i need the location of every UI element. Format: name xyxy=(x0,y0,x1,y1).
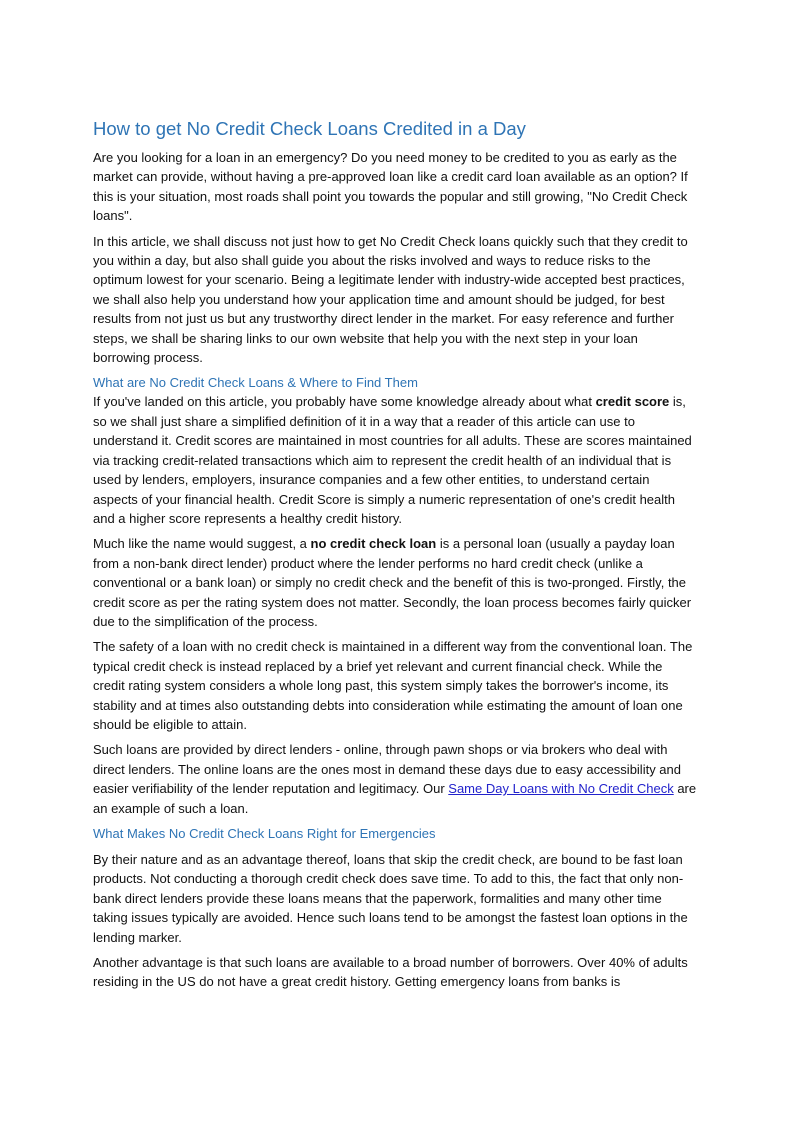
no-credit-check-loan-bold: no credit check loan xyxy=(310,536,437,552)
intro-paragraph-1: Are you looking for a loan in an emergency? Do you need money to be credited to you as early as the market can provide, without having a pre-approved loan like a credit card loan available as an option? If this is your situation, most roads shall point you towards the popular and still growing, "No Credit Check loans". xyxy=(93,150,688,224)
direct-lenders-paragraph xyxy=(93,740,697,818)
text-run: is, so we shall just share a simplified definition of it in a way that a reader of this article can use to understand it. Credit scores are maintained in most countries for all adults. These are scores maintained via tracking credit-related transactions which aim to represent the credit health of an individual that is used by lenders, employers, insurance companies and a few other entities, to understand certain aspects of your financial health. Credit Score is simply a numeric representation of one's credit health and a higher score represents a healthy credit history. xyxy=(93,394,692,526)
text-run: Such loans are provided by direct lenders - online, through pawn shops or via brokers who deal with direct lenders. The online loans are the ones most in demand these days due to easy accessibility and easier verifiability of the lender reputation and legitimacy. Our xyxy=(93,742,681,797)
fast-loan-paragraph: By their nature and as an advantage thereof, loans that skip the credit check, are bound to be fast loan products. Not conducting a thorough credit check does save time. To add to this, the fact that only non-bank direct lenders provide these loans means that the paperwork, formalities and many other time taking issues typically are avoided. Hence such loans tend to be amongst the fastest loan options in the lending marker. xyxy=(93,852,688,945)
same-day-loans-link[interactable]: Same Day Loans with No Credit Check xyxy=(448,781,674,797)
credit-score-bold: credit score xyxy=(595,394,670,410)
loan-safety-paragraph: The safety of a loan with no credit check is maintained in a different way from the conventional loan. The typical credit check is instead replaced by a brief yet relevant and current financial check. While the credit rating system considers a whole long past, this system simply takes the borrower's income, its stability and at times also outstanding debts into consideration while estimating the amount of loan one should be eligible to attain. xyxy=(93,639,693,732)
document-page xyxy=(93,117,697,998)
credit-score-paragraph xyxy=(93,392,697,528)
intro-paragraph-2: In this article, we shall discuss not just how to get No Credit Check loans quickly such that they credit to you within a day, but also shall guide you about the risks involved and ways to reduce risks to the optimum lowest for your scenario. Being a legitimate lender with industry-wide accepted best practices, we shall also help you understand how your application time and amount should be judged, for best results from not just us but any trustworthy direct lender in the market. For easy reference and further steps, we shall be sharing links to our own website that help you with the next step in your loan borrowing process. xyxy=(93,233,688,366)
text-run: Much like the name would suggest, a xyxy=(93,536,311,552)
section-heading-what-are: What are No Credit Check Loans & Where to Find Them xyxy=(93,375,418,391)
section-heading-emergencies: What Makes No Credit Check Loans Right for Emergencies xyxy=(93,826,436,841)
no-credit-check-definition-paragraph xyxy=(93,534,697,631)
page-title: How to get No Credit Check Loans Credited in a Day xyxy=(93,118,526,139)
text-run: If you've landed on this article, you probably have some knowledge already about what xyxy=(93,394,596,410)
text-run: is a personal loan (usually a payday loan from a non-bank direct lender) product where the lender performs no hard credit check (unlike a conventional or a bank loan) or simply no credit check and the benefit of this is two-pronged. Firstly, the credit score as per the rating system does not matter. Secondly, the loan process becomes fairly quicker due to the simplification of the process. xyxy=(93,536,692,629)
text-run: are an example of such a loan. xyxy=(93,781,697,816)
broad-availability-paragraph: Another advantage is that such loans are available to a broad number of borrowers. Over 40% of adults residing in the US do not have a great credit history. Getting emergency loans from banks is xyxy=(93,955,688,990)
